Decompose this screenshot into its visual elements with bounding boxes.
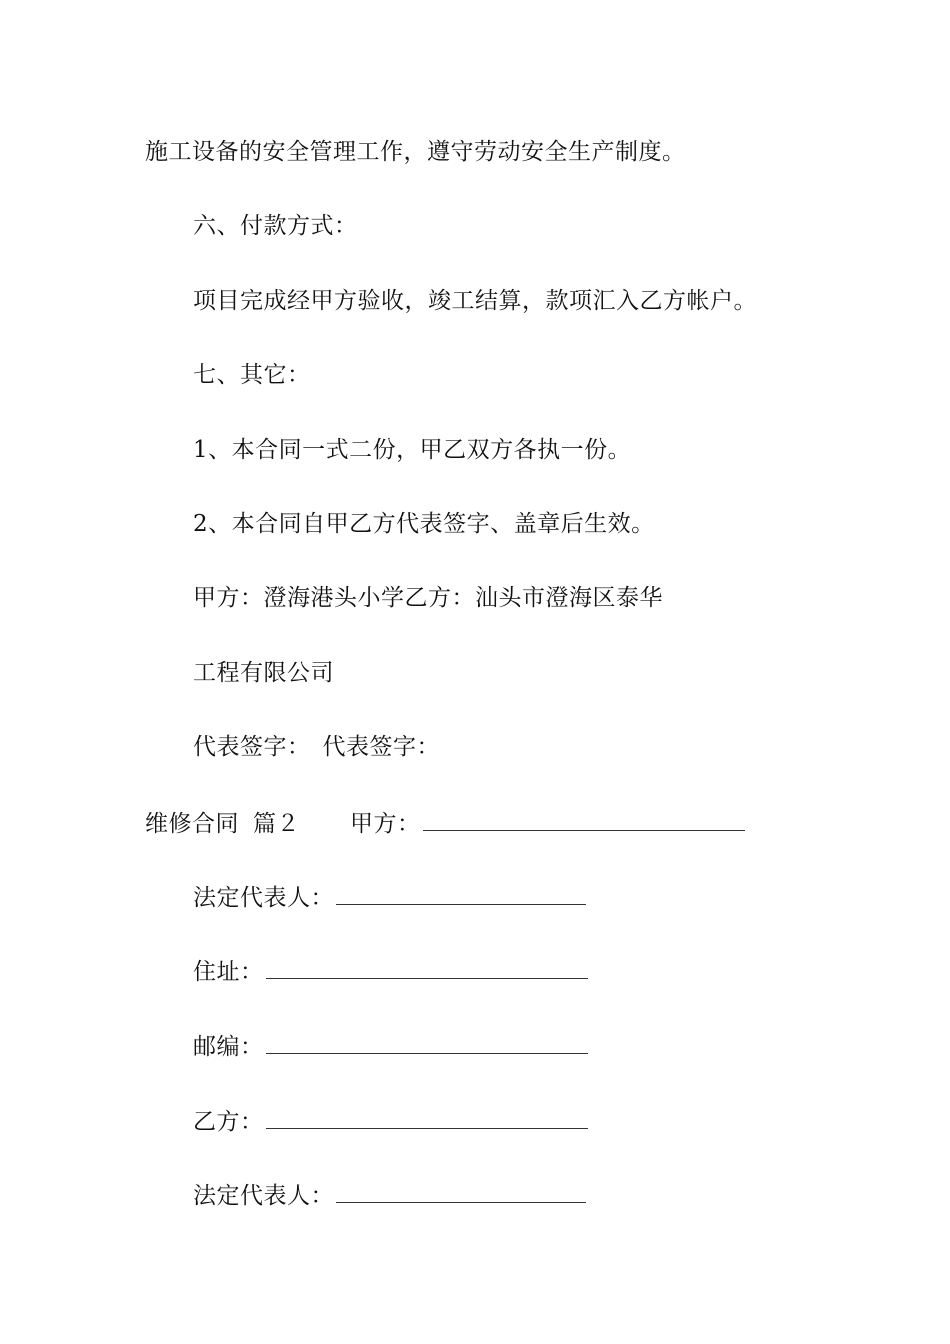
postcode-row: [193, 1032, 588, 1062]
legal-rep-label-2: 法定代表人：: [193, 1183, 334, 1209]
parties-line: [193, 583, 663, 613]
section2-part: 篇２: [253, 811, 300, 837]
heading-other: [193, 360, 311, 390]
heading-payment-method: [193, 211, 358, 241]
signature-label-b: 代表签字：: [322, 734, 440, 760]
signature-line: [193, 732, 440, 762]
postcode-label: 邮编：: [193, 1034, 264, 1060]
legal-rep-blank-1[interactable]: [336, 884, 586, 905]
company-line: [193, 658, 334, 688]
paragraph-payment-text: 项目完成经甲方验收，竣工结算，款项汇入乙方帐户。: [193, 288, 757, 314]
clause-2-text: 2、本合同自甲乙方代表签字、盖章后生效。: [193, 511, 655, 537]
heading-other-text: 七、其它：: [193, 362, 311, 388]
section2-title: 维修合同: [145, 811, 239, 837]
paragraph-safety: [145, 137, 686, 167]
clause-1: [193, 435, 631, 465]
paragraph-payment: [193, 286, 757, 316]
company-line-text: 工程有限公司: [193, 660, 334, 686]
section2-header: [145, 809, 745, 839]
address-label: 住址：: [193, 959, 264, 985]
party-b-label: 乙方：: [193, 1109, 264, 1135]
party-b-blank[interactable]: [266, 1108, 588, 1129]
heading-payment-method-text: 六、付款方式：: [193, 213, 358, 239]
clause-2: [193, 509, 655, 539]
clause-1-text: 1、本合同一式二份，甲乙双方各执一份。: [193, 437, 632, 463]
legal-rep-blank-2[interactable]: [336, 1182, 586, 1203]
legal-rep-row-1: [193, 883, 586, 913]
paragraph-safety-text: 施工设备的安全管理工作，遵守劳动安全生产制度。: [145, 139, 686, 165]
address-row: [193, 957, 588, 987]
address-blank[interactable]: [266, 958, 588, 979]
signature-label-a: 代表签字：: [193, 734, 311, 760]
postcode-blank[interactable]: [266, 1033, 588, 1054]
legal-rep-row-2: [193, 1181, 586, 1211]
parties-line-text: 甲方：澄海港头小学乙方：汕头市澄海区泰华: [193, 585, 663, 611]
party-b-row: [193, 1107, 588, 1137]
legal-rep-label-1: 法定代表人：: [193, 885, 334, 911]
party-a-blank[interactable]: [423, 810, 745, 831]
party-a-label: 甲方：: [350, 811, 421, 837]
